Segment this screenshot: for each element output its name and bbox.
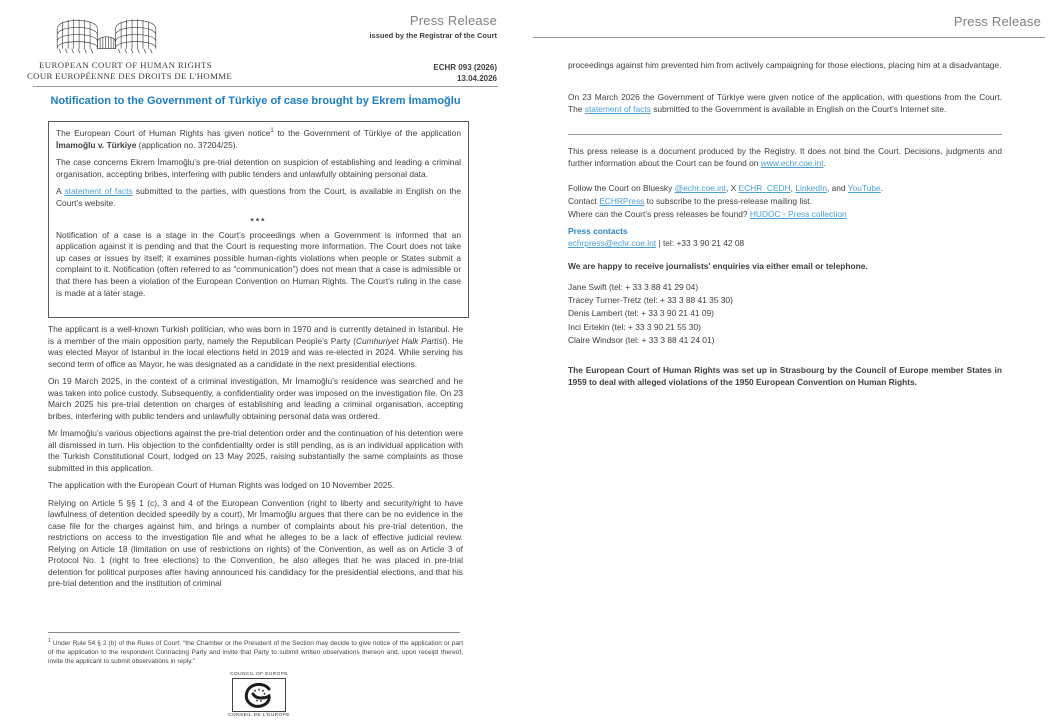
linkedin-link[interactable]: LinkedIn: [795, 183, 827, 193]
summary-box: [48, 121, 469, 318]
text-run: submitted to the Government is available in English on the Court’s Internet site.: [650, 103, 947, 114]
press-contact-list: [568, 281, 1002, 347]
footnote-marker: 1: [270, 128, 274, 135]
body-paragraph: The application with the European Court of Human Rights was lodged on 10 November 2025.: [48, 480, 395, 490]
footnote: [48, 637, 463, 666]
footnote-number: 1: [48, 637, 51, 644]
summary-paragraph: [56, 186, 461, 209]
text-run: , and: [826, 183, 848, 193]
body-paragraph: Relying on Article 5 §§ 1 (c), 3 and 4 of the European Convention (right to liberty and security/right to have lawfulness of detention decided speedily by a court), Mr İmamoğlu argues that there can be no evidence in the case file for the charges against him, and brings a number of complaints about his pre-trial detention, the restrictions on access to the investigation file and what he alleges to be a lack of effective judicial review. Relying on Article 18 (limitation on use of restrictions on rights) of the Convention, as well as on Article 3 of Protocol No. 1 (right to free elections) to the Convention, he also alleges that he was placed in pre-trial detention for political purposes after having announced his candidacy for the presidential elections, and that his pre-trial detention and the institution of criminal: [48, 497, 463, 588]
summary-paragraph: [56, 128, 461, 151]
text-run: ). He was elected Mayor of Istanbul in the local elections held in 2019 and was re-elected in 2024. While serving his second term of office as Mayor, he was designated as a candidate in the next presidential elections.: [48, 335, 463, 369]
coe-emblem-box: [232, 678, 286, 712]
hudoc-line: [568, 209, 1002, 221]
text-run: Where can the Court’s press releases be found?: [568, 209, 750, 219]
echr-website-link[interactable]: www.echr.coe.int: [760, 157, 824, 168]
registry-note-paragraph: [568, 146, 1002, 169]
press-release-label: Press Release: [953, 14, 1041, 29]
court-history-note: The European Court of Human Rights was set up in Strasbourg by the Council of Europe member States in 1959 to deal with alleged violations of the 1950 European Convention on Human Rights.: [568, 365, 1002, 387]
body-paragraph: [568, 92, 1002, 115]
body-paragraph: On 19 March 2025, in the context of a criminal investigation, Mr İmamoğlu’s residence was searched and he was taken into police custody. Subsequently, a confidentiality order was imposed on the investigation file. On 23 March 2025 his pre-trial detention on charges of establishing and leading a criminal organisation, accepting bribes, interfering with public tenders and unlawfully obtaining personal data was ordered.: [48, 376, 463, 421]
youtube-link[interactable]: YouTube: [847, 183, 881, 193]
press-contact: Denis Lambert (tel: + 33 3 90 21 41 09): [568, 308, 714, 319]
coe-label-french: CONSEIL DE L'EUROPE: [228, 713, 290, 718]
body-paragraph: proceedings against him prevented him from actively campaigning for those elections, placing him at a disadvantage.: [568, 60, 1002, 70]
echr-building-logo: [50, 14, 163, 56]
press-release-label: Press Release: [409, 13, 497, 28]
text-run: .: [823, 157, 826, 168]
party-name-italic: Cumhuriyet Halk Partisi: [355, 335, 445, 346]
text-run: This press release is a document produced by the Registry. It does not bind the Court. Decisions, judgments and further information about the Court can be found on: [568, 146, 1002, 168]
text-run: .: [880, 183, 884, 193]
body-paragraph: [48, 324, 463, 370]
journalist-enquiries-note: We are happy to receive journalists' enquiries via either email or telephone.: [568, 261, 868, 271]
press-contact: Tracey Turner-Tretz (tel: + 33 3 88 41 35 30): [568, 295, 733, 306]
statement-of-facts-link[interactable]: statement of facts: [64, 186, 133, 197]
text-run: (application no. 37204/25).: [136, 139, 238, 150]
subscribe-line: [568, 196, 1002, 208]
text-run: | tel: +33 3 90 21 42 08: [656, 238, 745, 248]
page-title: Notification to the Government of Türkiye of case brought by Ekrem İmamoğlu: [50, 95, 461, 107]
text-run: A: [56, 186, 65, 197]
section-divider: [568, 134, 1002, 135]
text-run: On 23 March 2026 the Government of Türkiye were given notice of the application, with questions from the Court. The: [568, 92, 1002, 114]
section-separator: ***: [250, 215, 267, 226]
bluesky-link[interactable]: @echr.coe.int: [674, 183, 726, 193]
header-divider: [533, 37, 1045, 38]
document-reference: ECHR 093 (2026): [433, 63, 497, 72]
press-email-line: [568, 238, 1002, 250]
text-run: ,: [790, 183, 796, 193]
case-name: İmamoğlu v. Türkiye: [56, 139, 137, 150]
social-follow-line: [568, 183, 1002, 195]
text-run: The European Court of Human Rights has given notice: [56, 128, 271, 138]
summary-paragraph: The case concerns Ekrem İmamoğlu’s pre-trial detention on suspicion of establishing and leading a criminal organisation, accepting bribes, interfering with public tenders and unlawfully obtaining personal data.: [56, 157, 461, 179]
text-run: to subscribe to the press-release mailing list.: [644, 196, 812, 206]
summary-paragraph: Notification of a case is a stage in the Court’s proceedings when a Government is informed that an application against it is pending and that the Court is requesting more information. The Court does not take up cases or issues by itself; it examines possible human-rights violations when people or States submit a complaint to it. Notification (often referred to as “communication”) does not mean that a case is admissible or that there has been a violation of the European Convention on Human Rights. The Court’s ruling in the case is made at a later stage.: [56, 229, 461, 298]
x-twitter-link[interactable]: ECHR_CEDH: [738, 183, 791, 193]
statement-of-facts-link[interactable]: statement of facts: [584, 103, 651, 114]
text-run: submitted to the parties, with questions from the Court, is available in English on the Court’s website.: [56, 186, 461, 208]
header-divider: [33, 86, 498, 87]
footnote-divider: [48, 632, 460, 633]
org-name-french: COUR EUROPÉENNE DES DROITS DE L'HOMME: [27, 71, 232, 81]
press-email-link[interactable]: echrpress@echr.coe.int: [568, 238, 657, 248]
press-contact: Claire Windsor (tel: + 33 3 88 41 24 01): [568, 334, 715, 345]
text-run: Contact: [568, 196, 600, 206]
coe-label-english: COUNCIL OF EUROPE: [230, 672, 288, 677]
text-run: Follow the Court on Bluesky: [568, 183, 675, 193]
coe-e-icon: [233, 679, 285, 711]
issued-by-label: issued by the Registrar of the Court: [369, 31, 497, 40]
press-contact: Jane Swift (tel: + 33 3 88 41 29 04): [568, 282, 699, 292]
page-2: [531, 0, 1063, 720]
hudoc-press-collection-link[interactable]: HUDOC - Press collection: [749, 209, 847, 219]
body-text: [48, 324, 463, 596]
text-run: to the Government of Türkiye of the application: [273, 128, 461, 138]
footnote-text: Under Rule 54 § 2 (b) of the Rules of Court: “the Chamber or the President of the Section may decide to give notice of the application or part of the application to the respondent Contracting Party and invite that Party to submit written observations thereon and, upon receipt thereof, invite the applicant to submit observations in reply.”: [48, 640, 463, 665]
text-run: , X: [725, 183, 739, 193]
echrpress-link[interactable]: ECHRPress: [599, 196, 645, 206]
text-run: The applicant is a well-known Turkish politician, who was born in 1970 and is currently detained in Istanbul. He is a member of the main opposition party, namely the Republican People’s Party (: [48, 324, 463, 346]
document-date: 13.04.2026: [456, 74, 497, 83]
page-1: [0, 0, 531, 720]
press-contacts-heading: Press contacts: [568, 226, 628, 236]
body-paragraph: Mr İmamoğlu’s various objections against the pre-trial detention order and the continuation of his detention were all dismissed in turn. His objection to the confidentiality order is still pending, as is an individual application with the Turkish Constitutional Court, lodged on 13 May 2025, raising substantially the same complaints as those submitted in this application.: [48, 428, 463, 473]
press-contact: Inci Ertekin (tel: + 33 3 90 21 55 30): [568, 321, 701, 332]
council-of-europe-logo: [215, 672, 303, 718]
org-name-english: EUROPEAN COURT OF HUMAN RIGHTS: [39, 60, 213, 70]
